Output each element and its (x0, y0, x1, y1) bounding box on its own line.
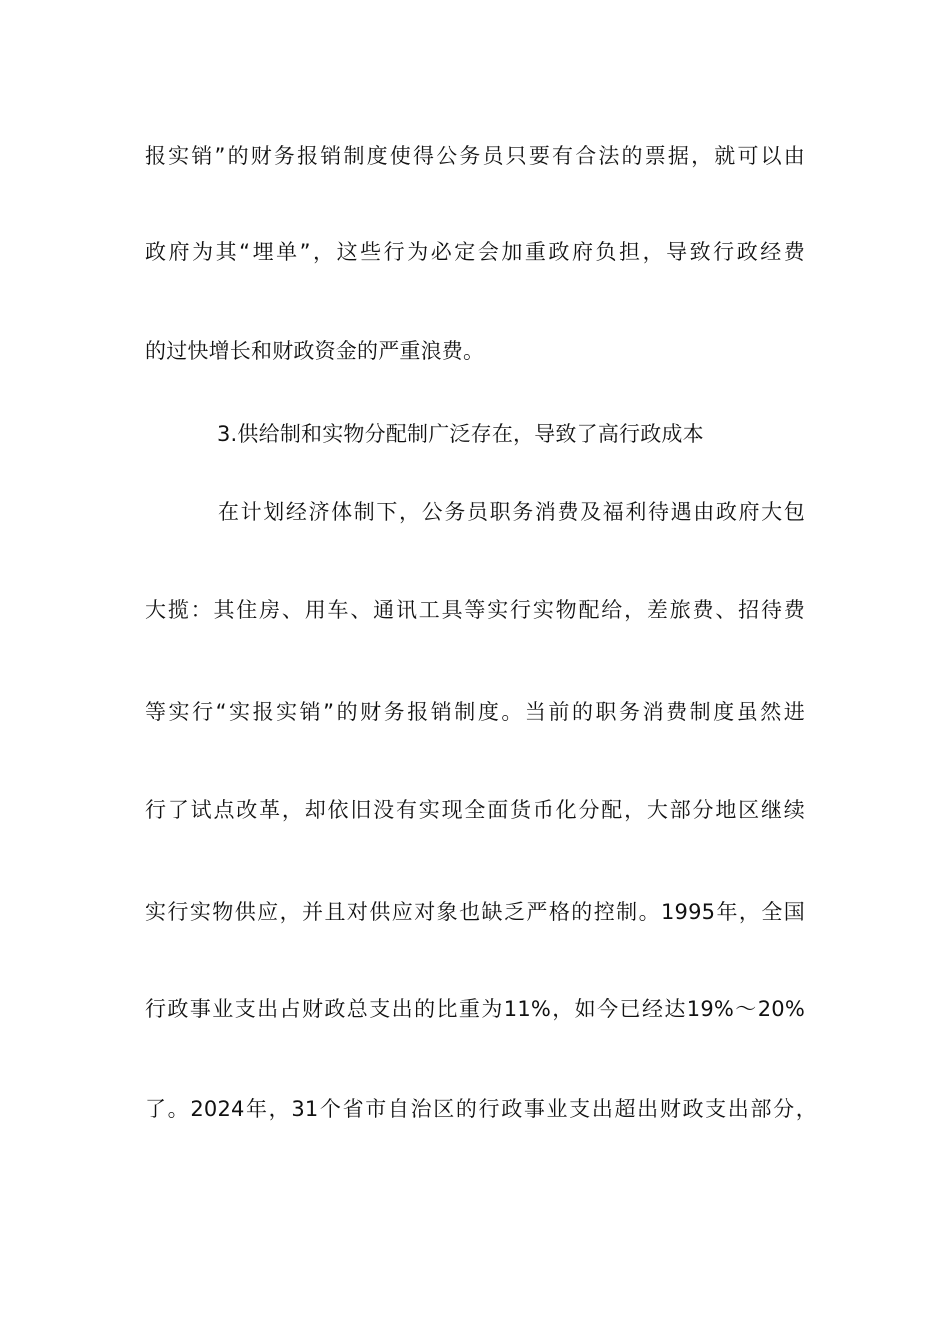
paragraph-line: 行了试点改革，却依旧没有实现全面货币化分配，大部分地区继续 (145, 798, 805, 822)
paragraph-line: 行政事业支出占财政总支出的比重为11%，如今已经达19%～20% (145, 997, 805, 1021)
paragraph-line: 大揽：其住房、用车、通讯工具等实行实物配给，差旅费、招待费 (145, 598, 805, 622)
paragraph-line: 在计划经济体制下，公务员职务消费及福利待遇由政府大包 (218, 500, 805, 524)
paragraph-line: 的过快增长和财政资金的严重浪费。 (145, 339, 485, 363)
section-heading: 3.供给制和实物分配制广泛存在，导致了高行政成本 (217, 422, 704, 446)
paragraph-line: 实行实物供应，并且对供应对象也缺乏严格的控制。1995年，全国 (145, 900, 805, 924)
paragraph-line: 政府为其“埋单”，这些行为必定会加重政府负担，导致行政经费 (145, 240, 805, 264)
paragraph-line: 等实行“实报实销”的财务报销制度。当前的职务消费制度虽然进 (145, 700, 805, 724)
paragraph-line: 了。2024年，31个省市自治区的行政事业支出超出财政支出部分， (145, 1097, 817, 1121)
paragraph-line: 报实销”的财务报销制度使得公务员只要有合法的票据，就可以由 (145, 144, 805, 168)
